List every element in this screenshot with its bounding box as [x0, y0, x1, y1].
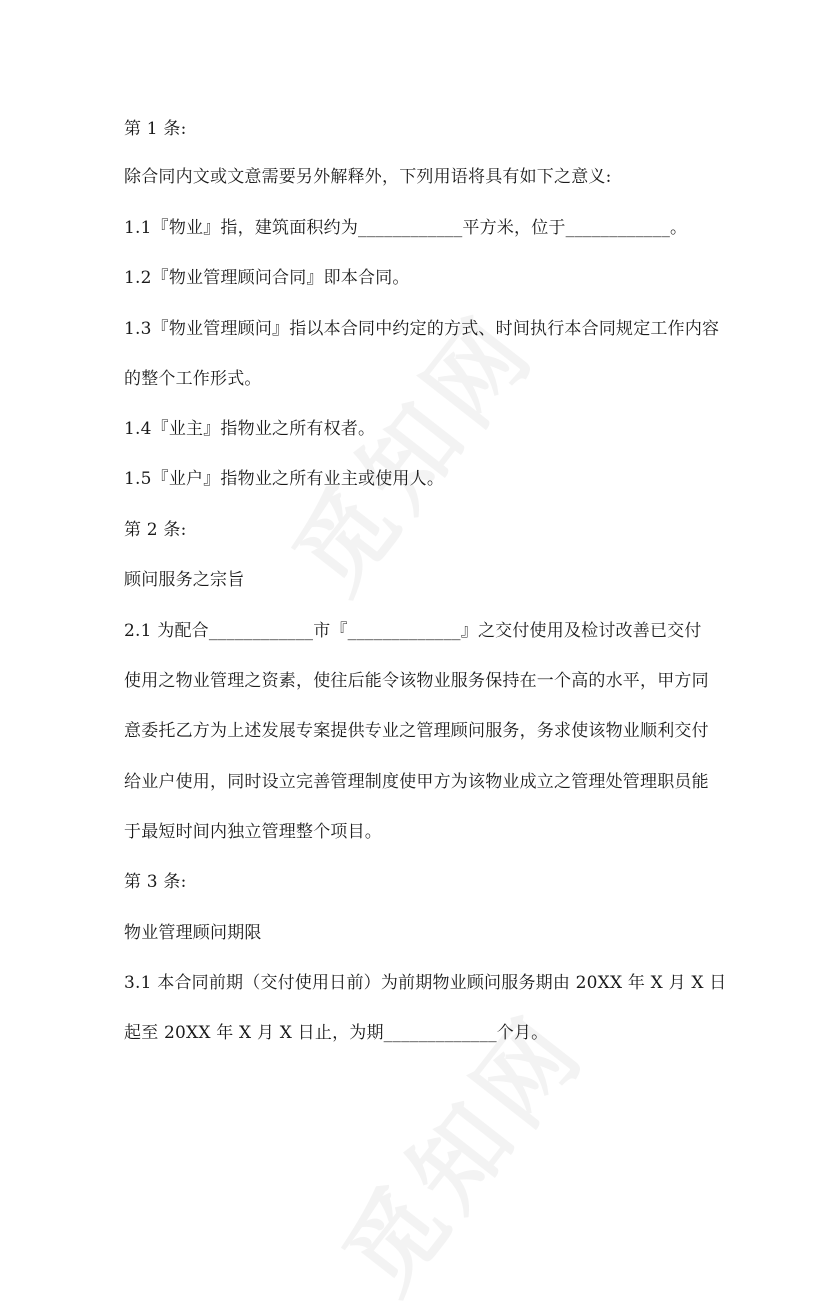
article-1-heading: 第 1 条:	[124, 119, 187, 139]
clause-3-1: 3.1 本合同前期（交付使用日前）为前期物业顾问服务期由 20XX 年 X 月 X 日	[124, 973, 727, 993]
article-2-title: 顾问服务之宗旨	[124, 570, 245, 590]
clause-2-1-line-5: 于最短时间内独立管理整个项目。	[124, 822, 382, 842]
clause-2-1-line-2: 使用之物业管理之资素，使往后能令该物业服务保持在一个高的水平，甲方同	[124, 671, 709, 691]
clause-1-3-continued: 的整个工作形式。	[124, 369, 262, 389]
clause-2-1-line-3: 意委托乙方为上述发展专案提供专业之管理顾问服务，务求使该物业顺利交付	[124, 721, 709, 741]
clause-2-1: 2.1 为配合____________市『_____________』之交付使用及检讨改善已交付	[124, 621, 702, 641]
clause-1-3: 1.3『物业管理顾问』指以本合同中约定的方式、时间执行本合同规定工作内容	[124, 319, 720, 339]
clause-1-1: 1.1『物业』指，建筑面积约为____________平方米，位于____________。	[124, 218, 688, 238]
clause-3-1-continued: 起至 20XX 年 X 月 X 日止，为期_____________个月。	[124, 1023, 549, 1043]
clause-2-1-line-4: 给业户使用，同时设立完善管理制度使甲方为该物业成立之管理处管理职员能	[124, 772, 709, 792]
clause-1-2: 1.2『物业管理顾问合同』即本合同。	[124, 268, 410, 288]
clause-1-4: 1.4『业主』指物业之所有权者。	[124, 419, 376, 439]
article-3-title: 物业管理顾问期限	[124, 923, 262, 943]
article-1-intro: 除合同内文或文意需要另外解释外，下列用语将具有如下之意义:	[124, 167, 612, 187]
article-2-heading: 第 2 条:	[124, 520, 187, 540]
article-3-heading: 第 3 条:	[124, 872, 187, 892]
clause-1-5: 1.5『业户』指物业之所有业主或使用人。	[124, 469, 445, 489]
